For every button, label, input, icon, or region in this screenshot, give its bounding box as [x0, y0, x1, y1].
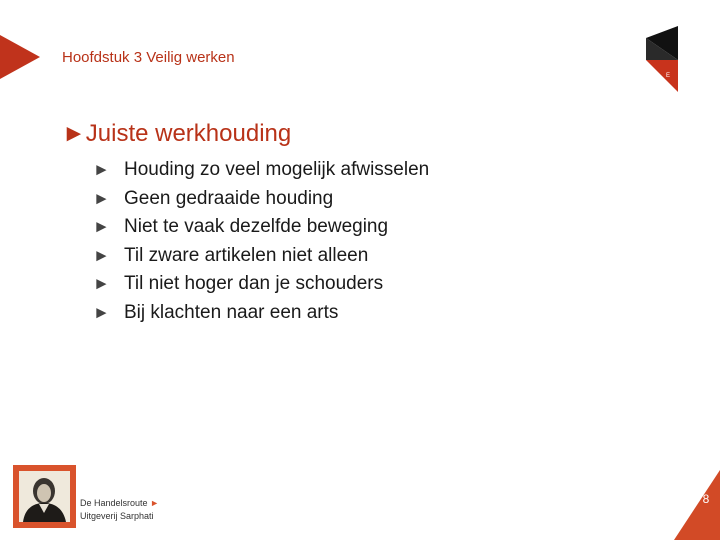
heading-text: Juiste werkhouding [85, 120, 292, 147]
page-number: 8 [702, 492, 710, 506]
list-item [93, 270, 429, 299]
brand-logo-icon [646, 26, 678, 92]
portrait-icon [19, 471, 70, 522]
bullet-text: Geen gedraaide houding [124, 187, 334, 209]
bullet-text: Til zware artikelen niet alleen [124, 244, 369, 266]
bullet-text: Bij klachten naar een arts [124, 301, 339, 323]
bullet-marker: ► [93, 274, 110, 293]
bullet-text: Til niet hoger dan je schouders [124, 273, 384, 294]
chapter-title: Hoofdstuk 3 Veilig werken [62, 49, 235, 66]
list-item [93, 213, 429, 242]
heading-marker: ► [62, 120, 86, 147]
bullet-text: Niet te vaak dezelfde beweging [124, 216, 389, 237]
publisher-arrow-icon: ► [150, 498, 159, 508]
publisher-text [80, 497, 159, 523]
publisher-line-2: Uitgeverij Sarphati [80, 511, 154, 521]
bullet-marker: ► [93, 188, 110, 208]
publisher-line-1: De Handelsroute ► [80, 498, 159, 508]
list-item [93, 242, 429, 271]
list-item [93, 185, 429, 214]
list-item [93, 299, 429, 328]
bullet-text: Houding zo veel mogelijk afwisselen [124, 159, 430, 180]
logo-letter: E [666, 73, 671, 79]
section-heading [62, 120, 291, 148]
publisher-portrait-logo [13, 465, 76, 528]
left-arrow-shape [0, 35, 40, 79]
bullet-marker: ► [93, 160, 110, 179]
bullet-marker: ► [93, 245, 110, 265]
bullet-list [93, 156, 429, 327]
bullet-marker: ► [93, 302, 110, 322]
list-item [93, 156, 429, 185]
bullet-marker: ► [93, 217, 110, 236]
